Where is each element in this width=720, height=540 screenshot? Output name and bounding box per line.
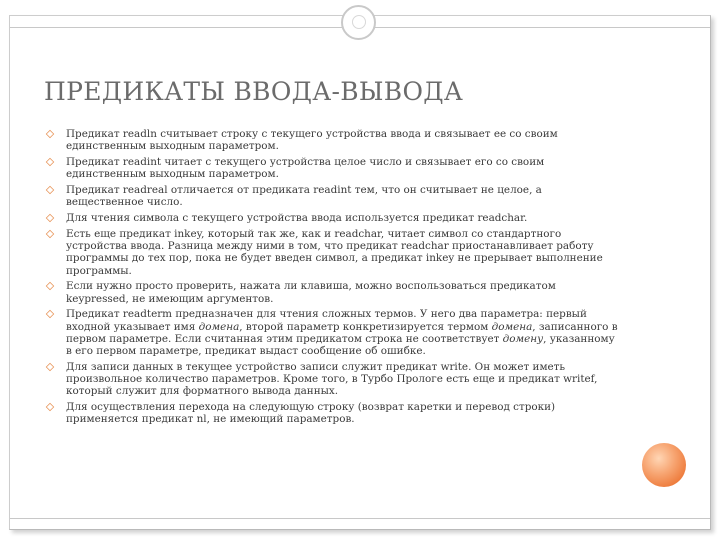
bullet-item bbox=[46, 184, 618, 209]
bullet-text: Предикат readln считывает строку с текущего устройства ввода и связывает ее со своим единственным выходным параметром. bbox=[66, 128, 558, 153]
diamond-bullet-icon bbox=[46, 282, 54, 290]
bullet-text: Для записи данных в текущее устройство записи служит предикат write. Он может иметь произвольное количество параметров. Кроме того, в Турбо Прологе есть еще и предикат writef, который служит для форматного вывода данных. bbox=[66, 360, 598, 398]
bullet-emphasis: домену bbox=[502, 332, 544, 345]
diamond-bullet-icon bbox=[46, 363, 54, 371]
bullet-emphasis: домена bbox=[491, 320, 533, 333]
binder-ring-hole-icon bbox=[352, 15, 366, 29]
orange-orb-icon bbox=[642, 443, 686, 487]
diamond-bullet-icon bbox=[46, 310, 54, 318]
bullet-text: Если нужно просто проверить, нажата ли клавиша, можно воспользоваться предикатом keypressed, не имеющим аргументов. bbox=[66, 280, 556, 305]
bullet-text: , записанного в первом параметре. Если считанная этим предикатом строка не соответствует bbox=[66, 320, 618, 345]
diamond-bullet-icon bbox=[46, 186, 54, 194]
bullet-text: Предикат readint читает с текущего устройства целое число и связывает его со своим единственным выходным параметром. bbox=[66, 155, 545, 181]
bullet-list bbox=[46, 128, 618, 429]
bullet-text: Предикат readterm предназначен для чтения сложных термов. У него два параметра: первый входной указывает имя bbox=[66, 308, 587, 333]
diamond-bullet-icon bbox=[46, 214, 54, 222]
bullet-item bbox=[46, 401, 618, 426]
bullet-item bbox=[46, 280, 618, 305]
slide-title: ПРЕДИКАТЫ ВВОДА-ВЫВОДА bbox=[44, 77, 464, 106]
bullet-item bbox=[46, 228, 618, 277]
bullet-text: Есть еще предикат inkey, который так же, как и readchar, читает символ со стандартного устройства ввода. Разница между ними в том, что предикат readchar приостанавливает работу программы до тех пор, пока не будет введен символ, а предикат inkey не прерывает выполнение программы. bbox=[66, 227, 603, 277]
diamond-bullet-icon bbox=[46, 130, 54, 138]
bullet-item bbox=[46, 156, 618, 181]
bullet-item bbox=[46, 212, 618, 224]
bullet-text: , второй параметр конкретизируется термом bbox=[239, 320, 492, 333]
bullet-item bbox=[46, 308, 618, 357]
bullet-text: Для чтения символа с текущего устройства ввода используется предикат readchar. bbox=[66, 211, 528, 224]
bottom-rule bbox=[10, 518, 710, 519]
diamond-bullet-icon bbox=[46, 158, 54, 166]
bullet-item bbox=[46, 361, 618, 398]
diamond-bullet-icon bbox=[46, 403, 54, 411]
bullet-text: Предикат readreal отличается от предиката readint тем, что он считывает не целое, а вещественное число. bbox=[66, 183, 542, 209]
bullet-item bbox=[46, 128, 618, 153]
bullet-emphasis: домена bbox=[198, 320, 240, 333]
diamond-bullet-icon bbox=[46, 229, 54, 237]
bullet-text: Для осуществления перехода на следующую строку (возврат каретки и перевод строки) применяется предикат nl, не имеющий параметров. bbox=[66, 401, 556, 426]
bullet-text: , указанному в его первом параметре, предикат выдаст сообщение об ошибке. bbox=[66, 332, 615, 358]
